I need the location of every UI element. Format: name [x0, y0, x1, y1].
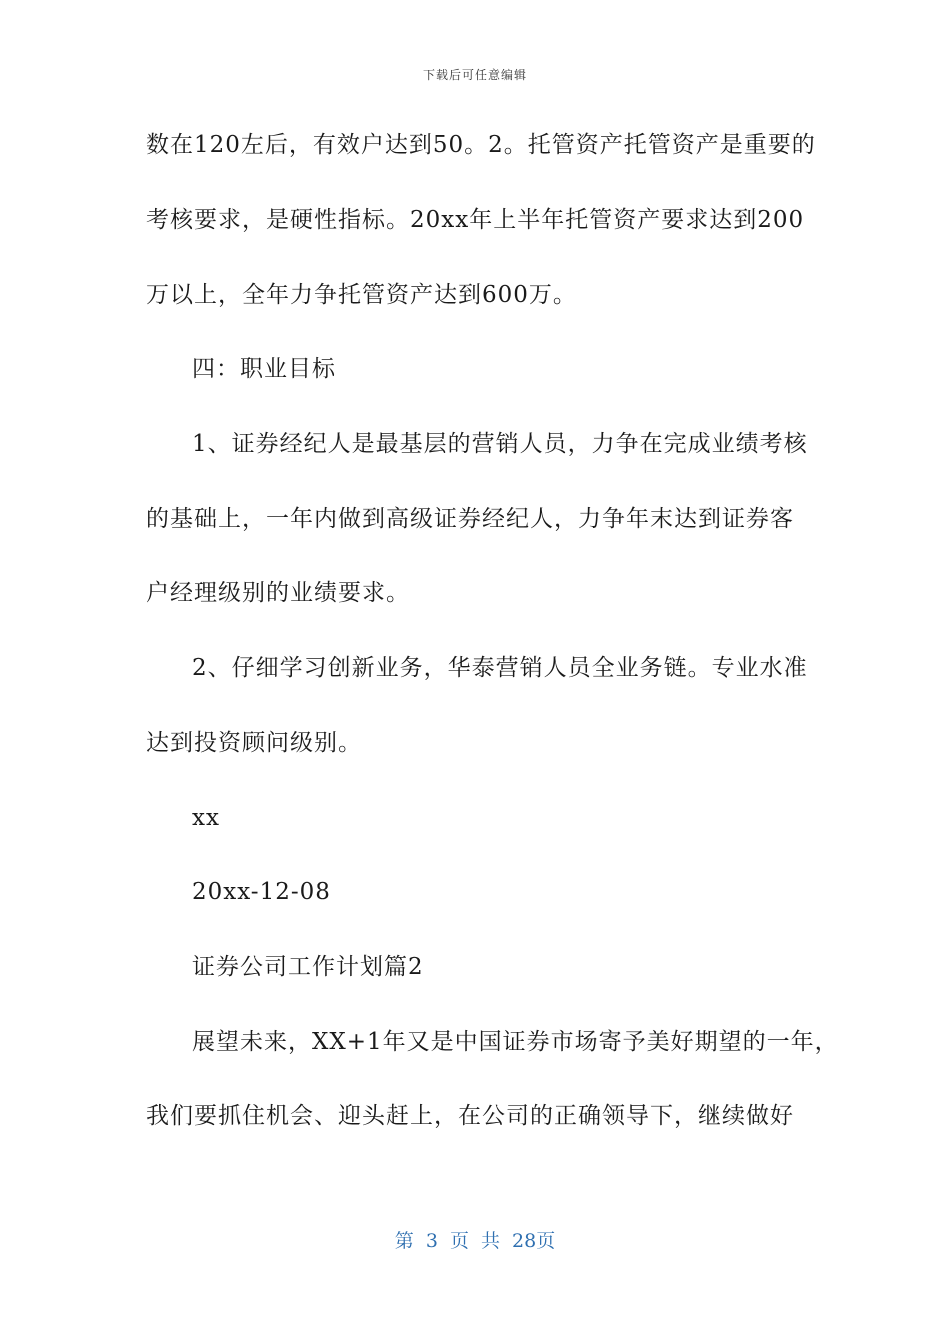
signature-name: xx — [192, 805, 220, 831]
signature-date: 20xx-12-08 — [192, 879, 331, 905]
body-line: 考核要求，是硬性指标。20xx年上半年托管资产要求达到200 — [146, 207, 805, 233]
body-line: 达到投资顾问级别。 — [146, 730, 362, 756]
body-line: 我们要抓住机会、迎头赶上，在公司的正确领导下，继续做好 — [146, 1103, 794, 1129]
body-line: 数在120左后，有效户达到50。2。托管资产托管资产是重要的 — [146, 132, 816, 158]
section-title: 证券公司工作计划篇2 — [192, 954, 424, 980]
body-line: 2、仔细学习创新业务，华泰营销人员全业务链。专业水准 — [192, 655, 808, 681]
section-heading: 四：职业目标 — [192, 356, 336, 382]
body-line: 1、证券经纪人是最基层的营销人员，力争在完成业绩考核 — [192, 431, 808, 457]
page-number-footer: 第 3 页 共 28页 — [394, 1230, 556, 1252]
body-line: 展望未来，XX+1年又是中国证券市场寄予美好期望的一年， — [192, 1029, 839, 1055]
body-line: 的基础上，一年内做到高级证券经纪人，力争年末达到证券客 — [146, 506, 794, 532]
page-header-note: 下载后可任意编辑 — [422, 68, 527, 82]
body-line: 万以上，全年力争托管资产达到600万。 — [146, 282, 577, 308]
body-line: 户经理级别的业绩要求。 — [146, 580, 410, 606]
